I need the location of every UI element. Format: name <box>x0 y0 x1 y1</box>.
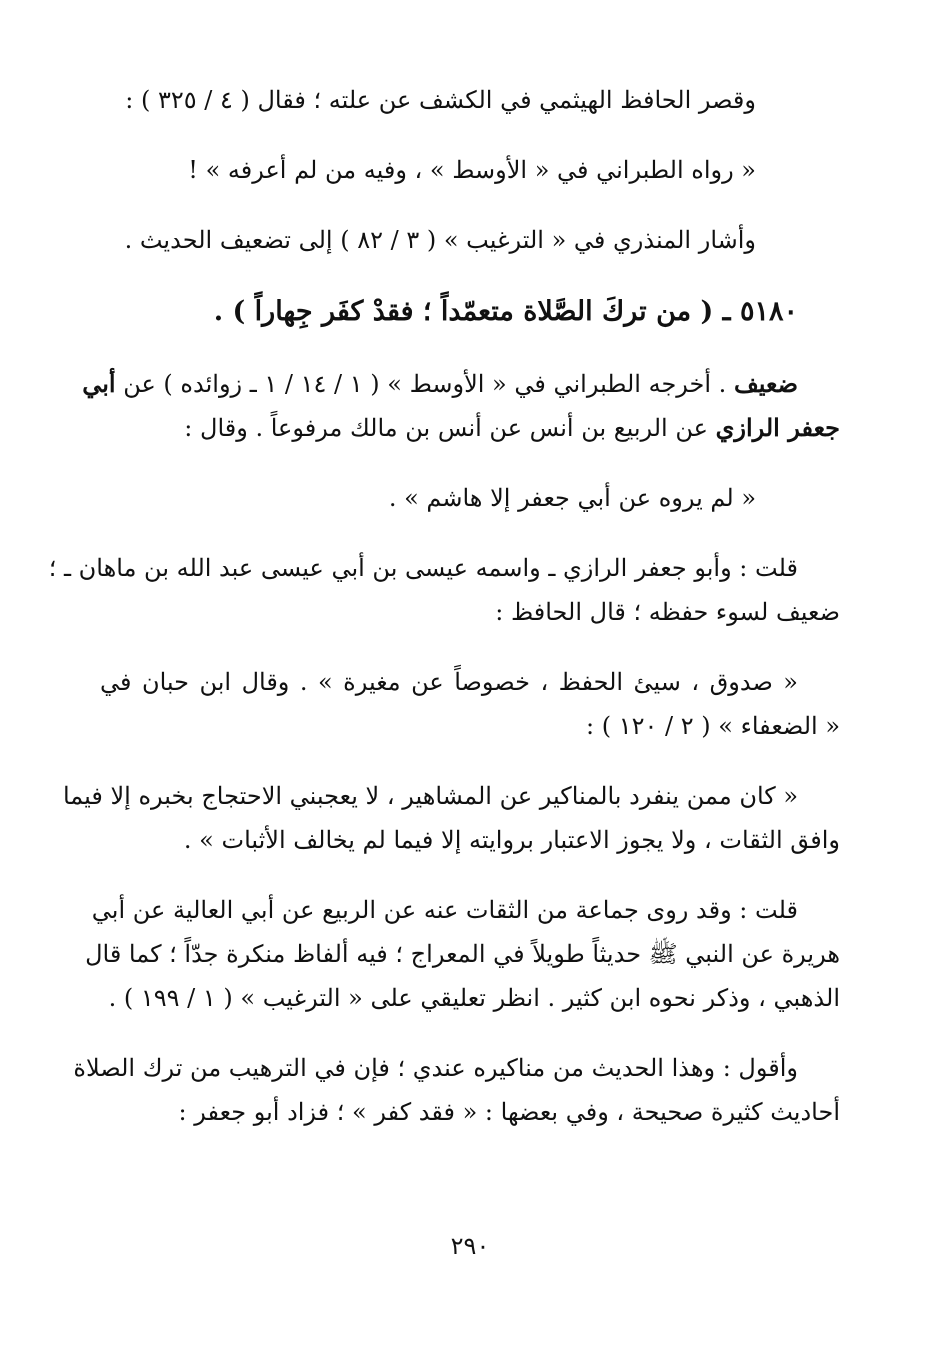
text-line: « الضعفاء » ( ٢ / ١٢٠ ) : <box>586 712 840 740</box>
text-line: « لم يروه عن أبي جعفر إلا هاشم » . <box>388 484 756 512</box>
hadith-heading-text: ٥١٨٠ ـ ( من تركَ الصَّلاة متعمّداً ؛ فقدْ كفَر جِهاراً ) . <box>213 296 798 327</box>
text-line: قلت : وقد روى جماعة من الثقات عنه عن الربيع عن أبي العالية عن أبي <box>91 896 798 924</box>
paragraph-takhrij <box>82 362 840 450</box>
hadith-heading <box>100 288 840 336</box>
paragraph-quote-tabarani <box>100 148 840 192</box>
narrator-name: أبي <box>82 369 116 398</box>
text-line: أحاديث كثيرة صحيحة ، وفي بعضها : « فقد كفر » ؛ فزاد أبو جعفر : <box>178 1098 840 1126</box>
paragraph-quote-hashim <box>100 476 840 520</box>
paragraph-miraj <box>85 888 840 1020</box>
text-line <box>82 362 840 406</box>
document-page <box>48 78 840 1160</box>
text-line: وأقول : وهذا الحديث من مناكيره عندي ؛ فإن في الترهيب من ترك الصلاة <box>73 1054 798 1082</box>
text-line: قلت : وأبو جعفر الرازي ـ واسمه عيسى بن أبي عيسى عبد الله بن ماهان ـ ؛ <box>48 554 798 582</box>
text-line: الذهبي ، وذكر نحوه ابن كثير . انظر تعليقي على « الترغيب » ( ١ / ١٩٩ ) . <box>108 984 840 1012</box>
paragraph-haythami <box>100 78 840 122</box>
text-line: « صدوق ، سيئ الحفظ ، خصوصاً عن مغيرة » . وقال ابن حبان في <box>100 668 798 696</box>
paragraph-ibn-hibban-quote <box>62 774 840 862</box>
paragraph-hafiz-quote <box>100 660 840 748</box>
text-line: « رواه الطبراني في « الأوسط » ، وفيه من لم أعرفه » ! <box>188 156 756 184</box>
text-line <box>100 406 840 450</box>
text-line: ضعيف لسوء حفظه ؛ قال الحافظ : <box>495 598 840 626</box>
text-span: عن الربيع بن أنس عن أنس بن مالك مرفوعاً . وقال : <box>184 414 716 442</box>
narrator-name: جعفر الرازي <box>715 413 840 442</box>
paragraph-mundhiri <box>100 218 840 262</box>
text-line: هريرة عن النبي ﷺ حديثاً طويلاً في المعراج ؛ فيه ألفاظ منكرة جدّاً ؛ كما قال <box>85 940 840 968</box>
grade-label: ضعيف <box>733 369 798 398</box>
text-span: . أخرجه الطبراني في « الأوسط » ( ١ / ١٤ / ١ ـ زوائده ) عن <box>115 370 734 398</box>
text-line: « كان ممن ينفرد بالمناكير عن المشاهير ، لا يعجبني الاحتجاج بخبره إلا فيما <box>62 782 798 810</box>
text-line: وافق الثقات ، ولا يجوز الاعتبار بروايته إلا فيما لم يخالف الأثبات » . <box>183 826 840 854</box>
text-line: وأشار المنذري في « الترغيب » ( ٣ / ٨٢ ) إلى تضعيف الحديث . <box>124 226 756 254</box>
text-line: وقصر الحافظ الهيثمي في الكشف عن علته ؛ فقال ( ٤ / ٣٢٥ ) : <box>125 86 756 114</box>
paragraph-conclusion <box>73 1046 840 1134</box>
paragraph-abu-jafar <box>48 546 840 634</box>
page-number: ٢٩٠ <box>450 1232 490 1260</box>
